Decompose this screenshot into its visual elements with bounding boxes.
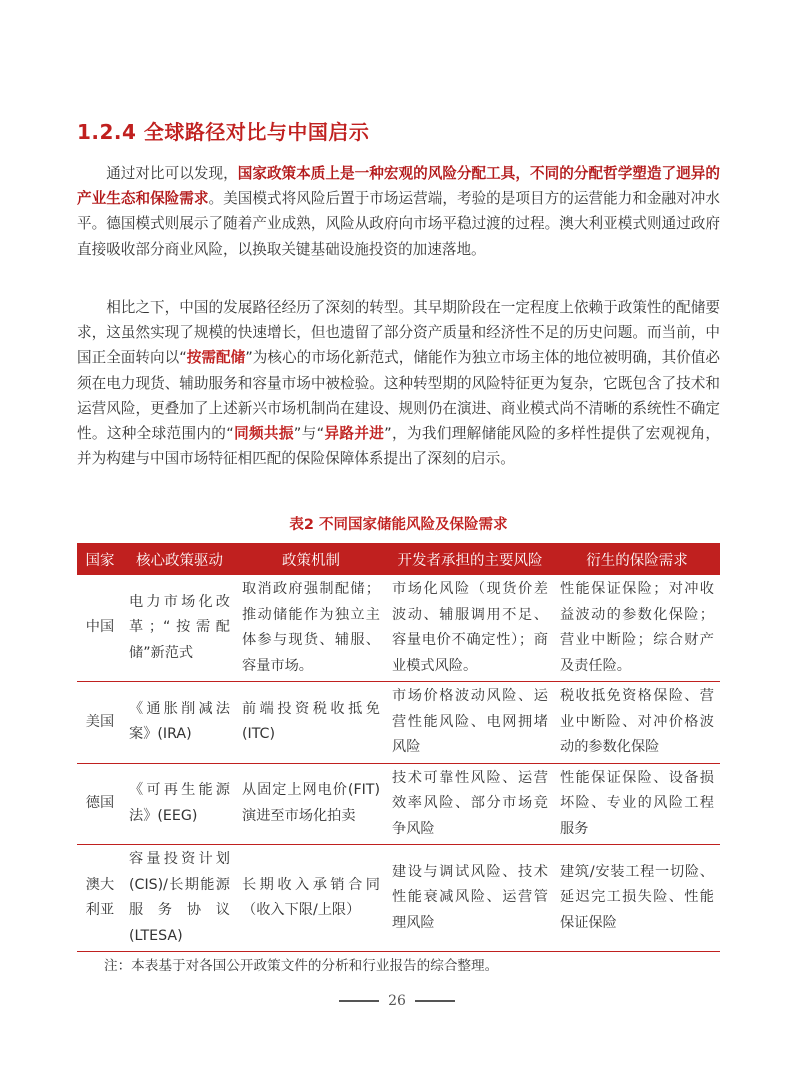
paragraph-text: ”与“ [293, 425, 325, 443]
cell-developer-risks: 技术可靠性风险、运营效率风险、部分市场竞争风险 [386, 763, 554, 845]
risk-insurance-table [77, 543, 720, 952]
table-note: 注：本表基于对各国公开政策文件的分析和行业报告的综合整理。 [104, 958, 499, 974]
highlight-on-demand-storage: 按需配储 [186, 349, 246, 367]
cell-developer-risks: 市场化风险（现货价差波动、辅服调用不足、容量电价不确定性）；商业模式风险。 [386, 575, 554, 682]
table-header-row [77, 543, 720, 575]
table-caption: 表2 不同国家储能风险及保险需求 [289, 517, 508, 533]
cell-policy-mechanism: 前端投资税收抵免(ITC) [236, 682, 386, 764]
cell-developer-risks: 建设与调试风险、技术性能衰减风险、运营管理风险 [386, 845, 554, 952]
table-row-usa [77, 682, 720, 764]
paragraph-text: ”，为我们理解储能风险的多样性提供了宏观视角，并为构建与中国市场特征相匹配的保险保障体系提出了深刻的启示。 [77, 425, 720, 468]
cell-country: 美国 [77, 682, 123, 764]
header-country: 国家 [77, 543, 123, 575]
cell-insurance-needs: 建筑/安装工程一切险、延迟完工损失险、性能保证保险 [554, 845, 720, 952]
table-row-australia [77, 845, 720, 952]
paragraph-text: ”为核心的市场化新范式，储能作为独立市场主体的地位被明确，其价值必须在电力现货、辅助服务和容量市场中被检验。这种转型期的风险特征更为复杂，它既包含了技术和运营风险，更叠加了上述新兴市场机制尚在建设、规则仍在演进、商业模式尚不清晰的系统性不确定性。这种全球范围内的“ [77, 349, 720, 443]
header-insurance-needs: 衍生的保险需求 [554, 543, 720, 575]
cell-developer-risks: 市场价格波动风险、运营性能风险、电网拥堵风险 [386, 682, 554, 764]
highlight-divergent-paths: 异路并进 [324, 425, 385, 443]
cell-policy-driver: 《可再生能源法》(EEG) [123, 763, 236, 845]
paragraph-lead: 通过对比可以发现， [106, 165, 238, 182]
cell-policy-driver: 《通胀削减法案》(IRA) [123, 682, 236, 764]
cell-insurance-needs: 性能保证保险；对冲收益波动的参数化保险；营业中断险；综合财产及责任险。 [554, 575, 720, 682]
page-footer [0, 990, 794, 1012]
paragraph-global-comparison [77, 161, 720, 262]
paragraph-text: 。美国模式将风险后置于市场运营端，考验的是项目方的运营能力和金融对冲水平。德国模式则展示了随着产业成熟，风险从政府向市场平稳过渡的过程。澳大利亚模式则通过政府直接吸收部分商业风险，以换取关键基础设施投资的加速落地。 [77, 190, 720, 258]
paragraph-text: 相比之下，中国的发展路径经历了深刻的转型。其早期阶段在一定程度上依赖于政策性的配储要求，这虽然实现了规模的快速增长，但也遗留了部分资产质量和经济性不足的历史问题。而当前，中国正全面转向以“ [77, 299, 720, 367]
table-row-china [77, 575, 720, 682]
cell-insurance-needs: 性能保证保险、设备损坏险、专业的风险工程服务 [554, 763, 720, 845]
footer-rule-left [339, 1000, 379, 1002]
cell-policy-mechanism: 取消政府强制配储；推动储能作为独立主体参与现货、辅服、容量市场。 [236, 575, 386, 682]
cell-policy-driver: 容量投资计划(CIS)/长期能源服务协议(LTESA) [123, 845, 236, 952]
header-policy-mechanism: 政策机制 [236, 543, 386, 575]
paragraph-china-transition [77, 295, 720, 471]
section-title: 1.2.4 全球路径对比与中国启示 [77, 120, 370, 144]
page-number: 26 [388, 993, 406, 1009]
cell-insurance-needs: 税收抵免资格保险、营业中断险、对冲价格波动的参数化保险 [554, 682, 720, 764]
cell-policy-driver: 电力市场化改革；“按需配储”新范式 [123, 575, 236, 682]
header-developer-risks: 开发者承担的主要风险 [386, 543, 554, 575]
header-policy-driver: 核心政策驱动 [123, 543, 236, 575]
table-row-germany [77, 763, 720, 845]
cell-policy-mechanism: 长期收入承销合同（收入下限/上限） [236, 845, 386, 952]
cell-country: 德国 [77, 763, 123, 845]
cell-country: 澳大利亚 [77, 845, 123, 952]
cell-policy-mechanism: 从固定上网电价(FIT)演进至市场化拍卖 [236, 763, 386, 845]
key-insight-highlight: 国家政策本质上是一种宏观的风险分配工具，不同的分配哲学塑造了迥异的产业生态和保险需求 [77, 165, 720, 208]
highlight-resonance: 同频共振 [233, 425, 294, 443]
cell-country: 中国 [77, 575, 123, 682]
footer-rule-right [415, 1000, 455, 1002]
